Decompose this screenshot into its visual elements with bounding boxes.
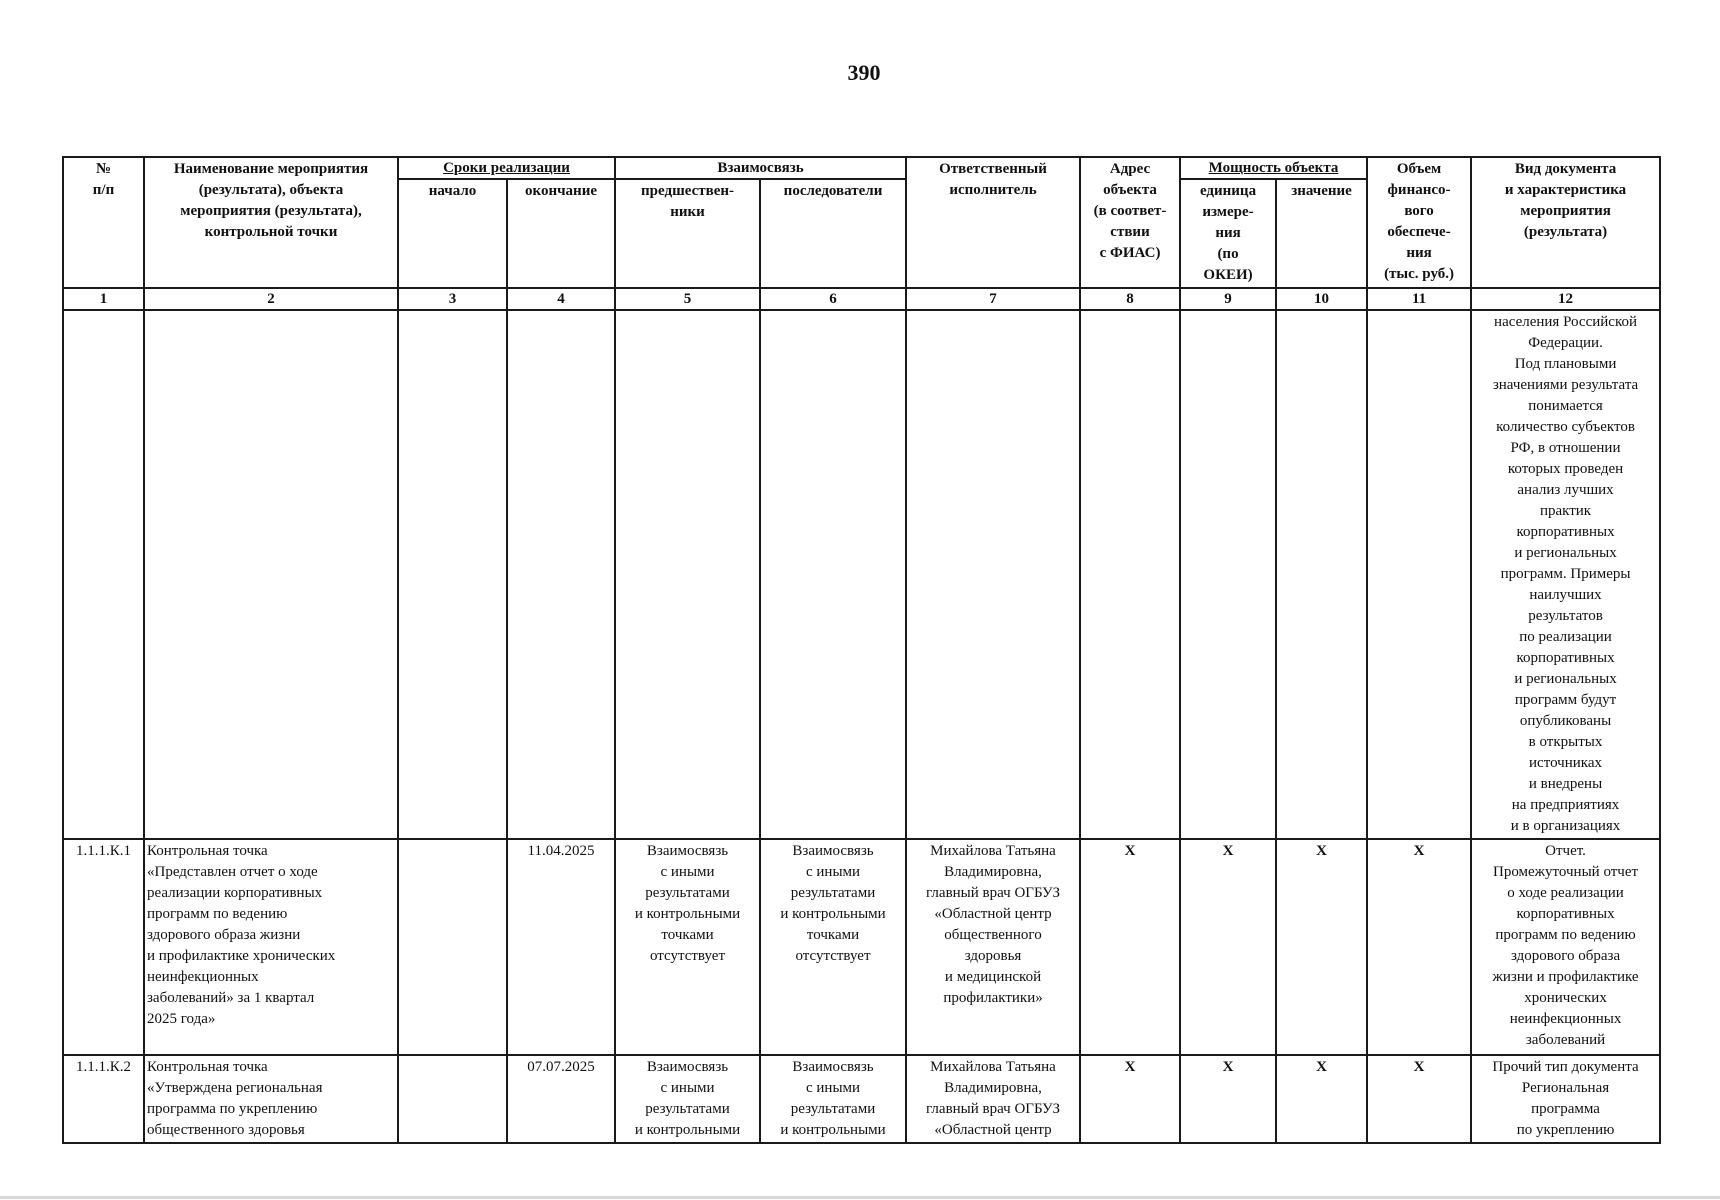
header-number: № п/п	[63, 157, 144, 288]
column-number: 10	[1276, 288, 1367, 310]
end-date-cell: 07.07.2025	[507, 1055, 615, 1143]
header-predecessors: предшествен- ники	[615, 179, 760, 288]
column-number: 11	[1367, 288, 1471, 310]
value-cell: X	[1276, 839, 1367, 1055]
table-row-continuation	[63, 310, 1660, 839]
table-cell	[1080, 310, 1180, 839]
header-responsible: Ответственный исполнитель	[906, 157, 1080, 288]
header-finance: Объем финансо- вого обеспече- ния (тыс. руб.)	[1367, 157, 1471, 288]
column-number: 1	[63, 288, 144, 310]
address-cell: X	[1080, 1055, 1180, 1143]
column-numbers-row	[63, 288, 1660, 310]
column-number: 12	[1471, 288, 1660, 310]
table-cell	[507, 310, 615, 839]
header-end: окончание	[507, 179, 615, 288]
header-address: Адрес объекта (в соответ- ствии с ФИАС)	[1080, 157, 1180, 288]
row-number-cell: 1.1.1.К.1	[63, 839, 144, 1055]
column-number: 9	[1180, 288, 1276, 310]
scan-edge-line	[0, 1196, 1720, 1199]
predecessors-cell: Взаимосвязь с иными результатами и контрольными точками отсутствует	[615, 839, 760, 1055]
header-value: значение	[1276, 179, 1367, 288]
unit-cell: X	[1180, 839, 1276, 1055]
end-date-cell: 11.04.2025	[507, 839, 615, 1055]
header-unit: единица измере- ния (по ОКЕИ)	[1180, 179, 1276, 288]
table-row-control-point-2	[63, 1055, 1660, 1143]
column-number: 7	[906, 288, 1080, 310]
table-cell	[398, 310, 507, 839]
start-date-cell	[398, 1055, 507, 1143]
table-cell	[1180, 310, 1276, 839]
document-description-cell: населения Российской Федерации. Под плановыми значениями результата понимается количество субъектов РФ, в отношении которых проведен анализ лучших практик корпоративных и региональных программ. Примеры наилучших результатов по реализации корпоративных и региональных программ будут опубликованы в открытых источниках и внедрены на предприятиях и в организациях	[1471, 310, 1660, 839]
column-number: 6	[760, 288, 906, 310]
table-cell	[1367, 310, 1471, 839]
column-number: 8	[1080, 288, 1180, 310]
table-cell	[760, 310, 906, 839]
responsible-cell: Михайлова Татьяна Владимировна, главный врач ОГБУЗ «Областной центр общественного здоровья и медицинской профилактики»	[906, 839, 1080, 1055]
column-number: 4	[507, 288, 615, 310]
successors-cell: Взаимосвязь с иными результатами и контрольными точками отсутствует	[760, 839, 906, 1055]
table-cell	[1276, 310, 1367, 839]
event-plan-table	[62, 156, 1661, 1144]
column-number: 3	[398, 288, 507, 310]
header-group-capacity	[1180, 157, 1367, 179]
header-start: начало	[398, 179, 507, 288]
unit-cell: X	[1180, 1055, 1276, 1143]
header-group-terms	[398, 157, 615, 179]
document-description-cell: Отчет. Промежуточный отчет о ходе реализации корпоративных программ по ведению здорового образа жизни и профилактике хронических неинфекционных заболеваний	[1471, 839, 1660, 1055]
table-row-control-point-1	[63, 839, 1660, 1055]
finance-cell: X	[1367, 839, 1471, 1055]
header-row-1	[63, 157, 1660, 179]
table-cell	[144, 310, 398, 839]
address-cell: X	[1080, 839, 1180, 1055]
column-number: 5	[615, 288, 760, 310]
row-number-cell: 1.1.1.К.2	[63, 1055, 144, 1143]
document-description-cell: Прочий тип документа Региональная программа по укреплению	[1471, 1055, 1660, 1143]
event-name-cell: Контрольная точка «Утверждена региональная программа по укреплению общественного здоровья	[144, 1055, 398, 1143]
header-group-links	[615, 157, 906, 179]
header-group-links-label: Взаимосвязь	[717, 160, 804, 176]
column-number: 2	[144, 288, 398, 310]
start-date-cell	[398, 839, 507, 1055]
value-cell: X	[1276, 1055, 1367, 1143]
page-number: 390	[847, 60, 881, 85]
table-cell	[615, 310, 760, 839]
header-group-capacity-label: Мощность объекта	[1208, 160, 1339, 176]
header-successors: последователи	[760, 179, 906, 288]
header-document: Вид документа и характеристика мероприятия (результата)	[1471, 157, 1660, 288]
predecessors-cell: Взаимосвязь с иными результатами и контрольными	[615, 1055, 760, 1143]
event-name-cell: Контрольная точка «Представлен отчет о ходе реализации корпоративных программ по ведению здорового образа жизни и профилактике хронических неинфекционных заболеваний» за 1 квартал 2025 года»	[144, 839, 398, 1055]
header-name: Наименование мероприятия (результата), объекта мероприятия (результата), контрольной точки	[144, 157, 398, 288]
table-cell	[63, 310, 144, 839]
header-group-terms-label: Сроки реализации	[443, 160, 570, 176]
responsible-cell: Михайлова Татьяна Владимировна, главный врач ОГБУЗ «Областной центр	[906, 1055, 1080, 1143]
finance-cell: X	[1367, 1055, 1471, 1143]
successors-cell: Взаимосвязь с иными результатами и контрольными	[760, 1055, 906, 1143]
table-cell	[906, 310, 1080, 839]
